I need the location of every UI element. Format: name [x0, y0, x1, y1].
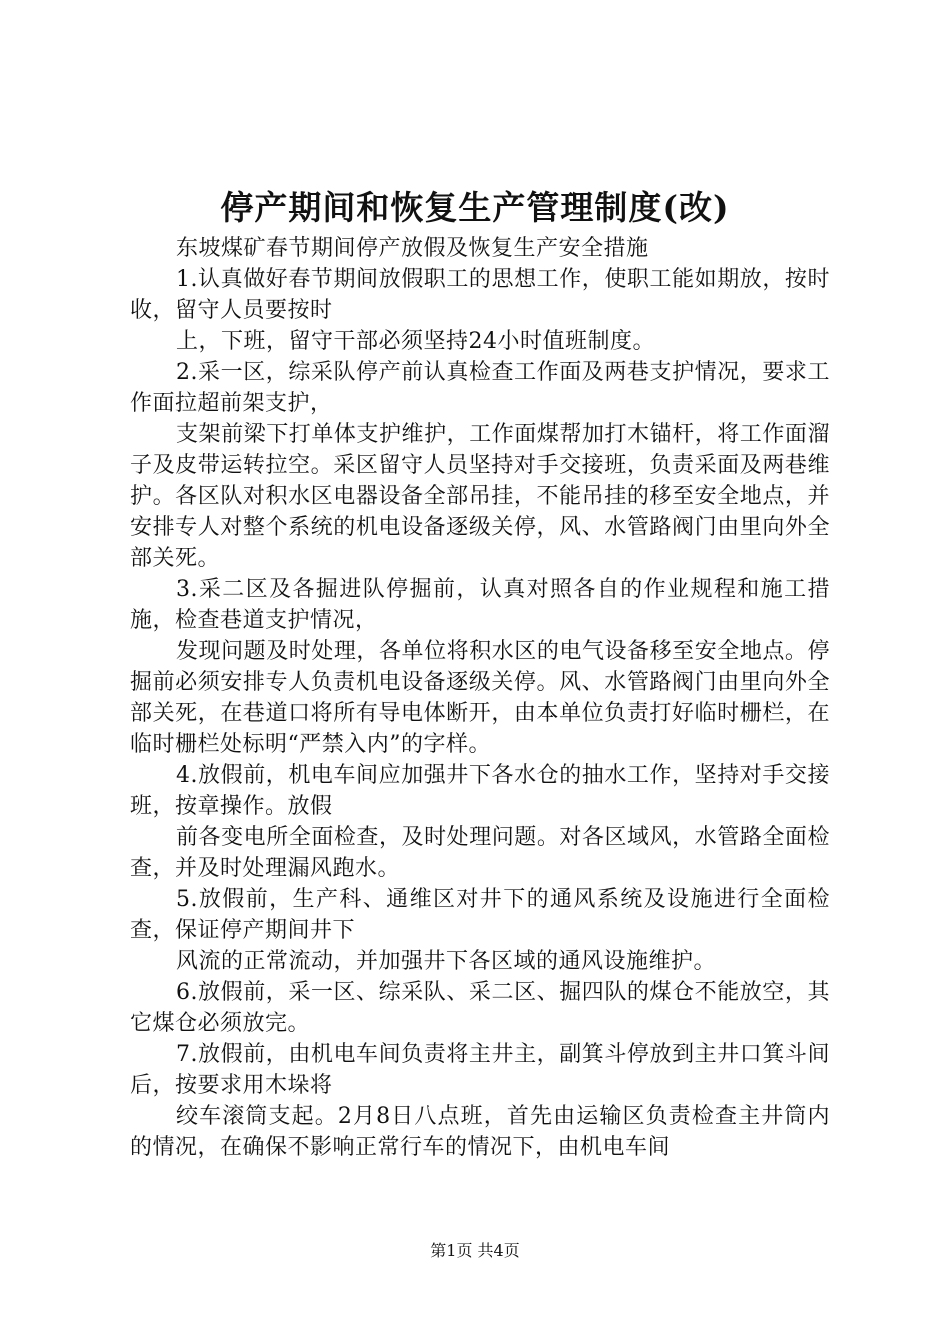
paragraph: 发现问题及时处理，各单位将积水区的电气设备移至安全地点。停掘前必须安排专人负责机电设备逐级关停。风、水管路阀门由里向外全部关死，在巷道口将所有导电体断开，由本单位负责打好临时栅栏，在临时栅栏处标明“严禁入内”的字样。: [130, 639, 830, 757]
paragraph: 6.放假前，采一区、综采队、采二区、掘四队的煤仓不能放空，其它煤仓必须放完。: [130, 980, 830, 1036]
document-body: [130, 233, 830, 1163]
paragraph: 7.放假前，由机电车间负责将主井主，副箕斗停放到主井口箕斗间后，按要求用木垛将: [130, 1042, 830, 1098]
paragraph: 东坡煤矿春节期间停产放假及恢复生产安全措施: [176, 236, 649, 261]
paragraph: 风流的正常流动，并加强井下各区域的通风设施维护。: [176, 949, 717, 974]
paragraph: 3.采二区及各掘进队停掘前，认真对照各自的作业规程和施工措施，检查巷道支护情况，: [130, 577, 830, 633]
document-title: 停产期间和恢复生产管理制度(改): [220, 188, 730, 227]
paragraph: 1.认真做好春节期间放假职工的思想工作，使职工能如期放，按时收，留守人员要按时: [130, 267, 830, 323]
page-total: 共4页: [477, 1241, 520, 1260]
paragraph: 4.放假前，机电车间应加强井下各水仓的抽水工作，坚持对手交接班，按章操作。放假: [130, 763, 830, 819]
paragraph: 上，下班，留守干部必须坚持24小时值班制度。: [176, 329, 655, 354]
paragraph: 前各变电所全面检查，及时处理问题。对各区域风，水管路全面检查，并及时处理漏风跑水。: [130, 825, 830, 881]
paragraph: 绞车滚筒支起。2月8日八点班，首先由运输区负责检查主井筒内的情况，在确保不影响正常行车的情况下，由机电车间: [130, 1104, 830, 1160]
page-number: 第1页: [430, 1241, 473, 1260]
page-footer: [0, 1240, 950, 1262]
paragraph: 支架前梁下打单体支护维护，工作面煤帮加打木锚杆，将工作面溜子及皮带运转拉空。采区留守人员坚持对手交接班，负责采面及两巷维护。各区队对积水区电器设备全部吊挂，不能吊挂的移至安全地点，并安排专人对整个系统的机电设备逐级关停，风、水管路阀门由里向外全部关死。: [130, 422, 830, 571]
paragraph: 5.放假前，生产科、通维区对井下的通风系统及设施进行全面检查，保证停产期间井下: [130, 887, 830, 943]
paragraph: 2.采一区，综采队停产前认真检查工作面及两巷支护情况，要求工作面拉超前架支护，: [130, 360, 830, 416]
